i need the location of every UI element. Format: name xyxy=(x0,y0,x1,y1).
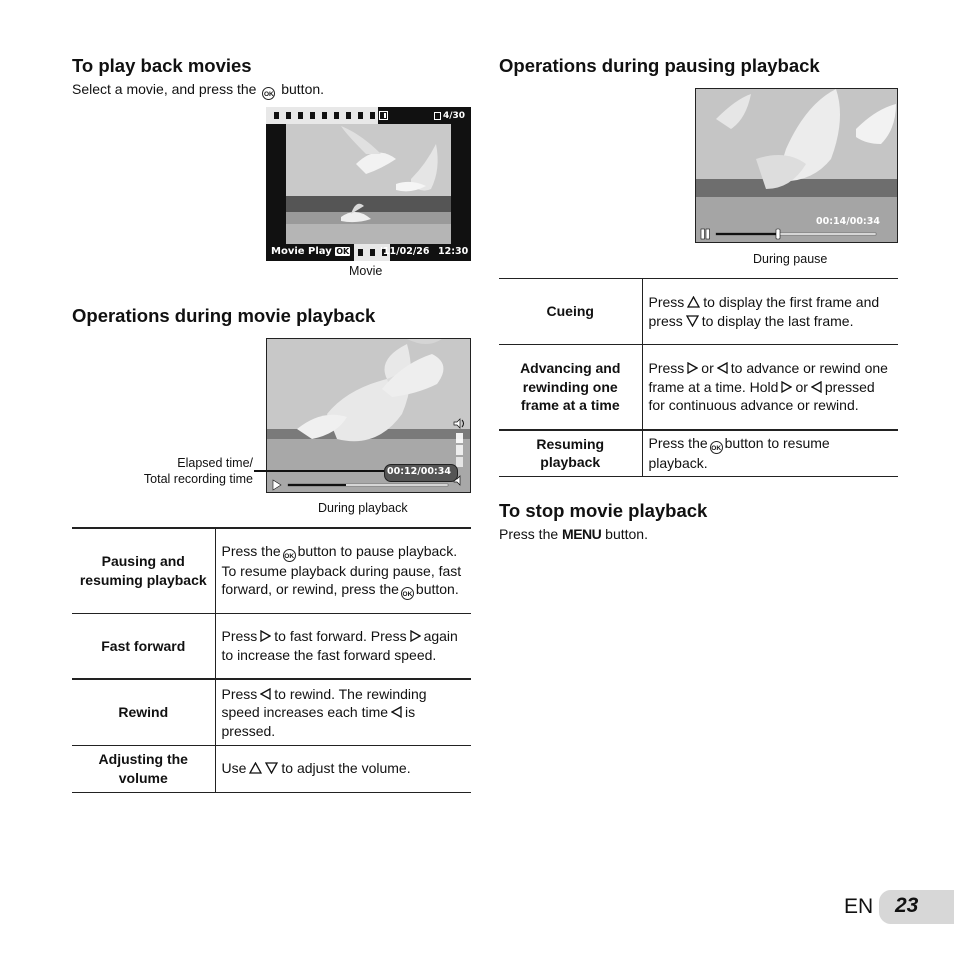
seagull-photo xyxy=(286,124,451,244)
play-heading: To play back movies xyxy=(72,55,252,76)
ok-button-icon: OK xyxy=(262,87,275,100)
movie-play-label: Movie Play OK xyxy=(271,246,350,257)
right-arrow-icon xyxy=(260,630,271,642)
row-key: Fast forward xyxy=(72,613,215,679)
up-arrow-icon xyxy=(687,296,700,308)
right-arrow-icon xyxy=(687,362,698,374)
table-row xyxy=(499,345,898,430)
movie-play-screen xyxy=(266,107,471,261)
row-key: Resuming playback xyxy=(499,430,642,477)
play-instruction xyxy=(72,80,324,100)
left-arrow-icon xyxy=(811,381,822,393)
row-desc: Press or to advance or rewind one frame at a time. Hold or pressed for continuous advance or rewind. xyxy=(648,360,888,413)
row-desc: Press to fast forward. Press again to increase the fast forward speed. xyxy=(221,628,458,663)
protect-icon xyxy=(434,112,441,120)
row-desc: Press the OK button to pause playback. To resume playback during pause, fast forward, or rewind, press the OK button. xyxy=(221,542,462,598)
movie-caption: Movie xyxy=(349,264,383,278)
up-arrow-icon xyxy=(249,762,262,774)
ok-button-icon: OK xyxy=(283,549,296,562)
left-arrow-icon xyxy=(391,706,402,718)
stop-instruction xyxy=(499,525,648,543)
elapsed-time: 00:12/00:34 xyxy=(387,466,451,477)
callout-line2: Total recording time xyxy=(143,472,253,486)
pause-caption: During pause xyxy=(753,252,828,266)
row-key: Rewind xyxy=(72,679,215,745)
play-instruction-pre: Select a movie, and press the xyxy=(72,81,257,97)
row-key: Adjusting the volume xyxy=(72,745,215,792)
pause-screen xyxy=(695,88,898,243)
menu-button-label: MENU xyxy=(562,526,602,542)
table-row xyxy=(72,745,471,792)
row-key: Pausing and resuming playback xyxy=(72,528,215,613)
table-row xyxy=(72,613,471,679)
ok-badge: OK xyxy=(336,247,350,256)
ok-button-icon: OK xyxy=(401,587,414,600)
play-instruction-post: button. xyxy=(281,81,325,97)
down-arrow-icon xyxy=(265,762,278,774)
playback-progress xyxy=(272,479,452,491)
ok-button-icon: OK xyxy=(710,441,723,454)
playback-operations-table xyxy=(72,527,471,793)
down-arrow-icon xyxy=(686,315,699,327)
stop-pre: Press the xyxy=(499,526,559,542)
callout-line1: Elapsed time/ xyxy=(177,456,253,470)
table-row xyxy=(72,528,471,613)
row-desc: Use to adjust the volume. xyxy=(221,760,411,777)
page-number: 23 xyxy=(895,894,919,917)
stop-post: button. xyxy=(605,526,648,542)
right-arrow-icon xyxy=(410,630,421,642)
pause-operations-table xyxy=(499,278,898,477)
table-row xyxy=(499,279,898,345)
playback-caption: During playback xyxy=(318,501,408,515)
left-arrow-icon xyxy=(717,362,728,374)
right-arrow-icon xyxy=(781,381,792,393)
movie-file-icon xyxy=(379,111,388,120)
row-desc: Press the OK button to resume playback. xyxy=(648,435,830,471)
left-arrow-icon xyxy=(260,688,271,700)
frame-counter: 4/30 xyxy=(443,111,466,121)
pause-progress xyxy=(700,228,890,240)
row-desc: Press to rewind. The rewinding speed increases each time is pressed. xyxy=(221,685,427,739)
language-label: EN xyxy=(844,895,874,918)
table-row xyxy=(499,430,898,477)
pause-heading: Operations during pausing playback xyxy=(499,55,820,76)
callout-line xyxy=(254,470,384,472)
elapsed-callout xyxy=(108,455,253,487)
pause-elapsed-time: 00:14/00:34 xyxy=(816,216,880,227)
row-key: Advancing and rewinding one frame at a time xyxy=(499,345,642,430)
row-desc: Press to display the first frame and press to display the last frame. xyxy=(648,294,880,329)
table-row xyxy=(72,679,471,745)
stop-heading: To stop movie playback xyxy=(499,500,708,521)
movie-time: 12:30 xyxy=(438,246,469,257)
playback-heading: Operations during movie playback xyxy=(72,305,376,326)
movie-date: '11/02/26 xyxy=(380,246,430,257)
row-key: Cueing xyxy=(499,279,642,345)
